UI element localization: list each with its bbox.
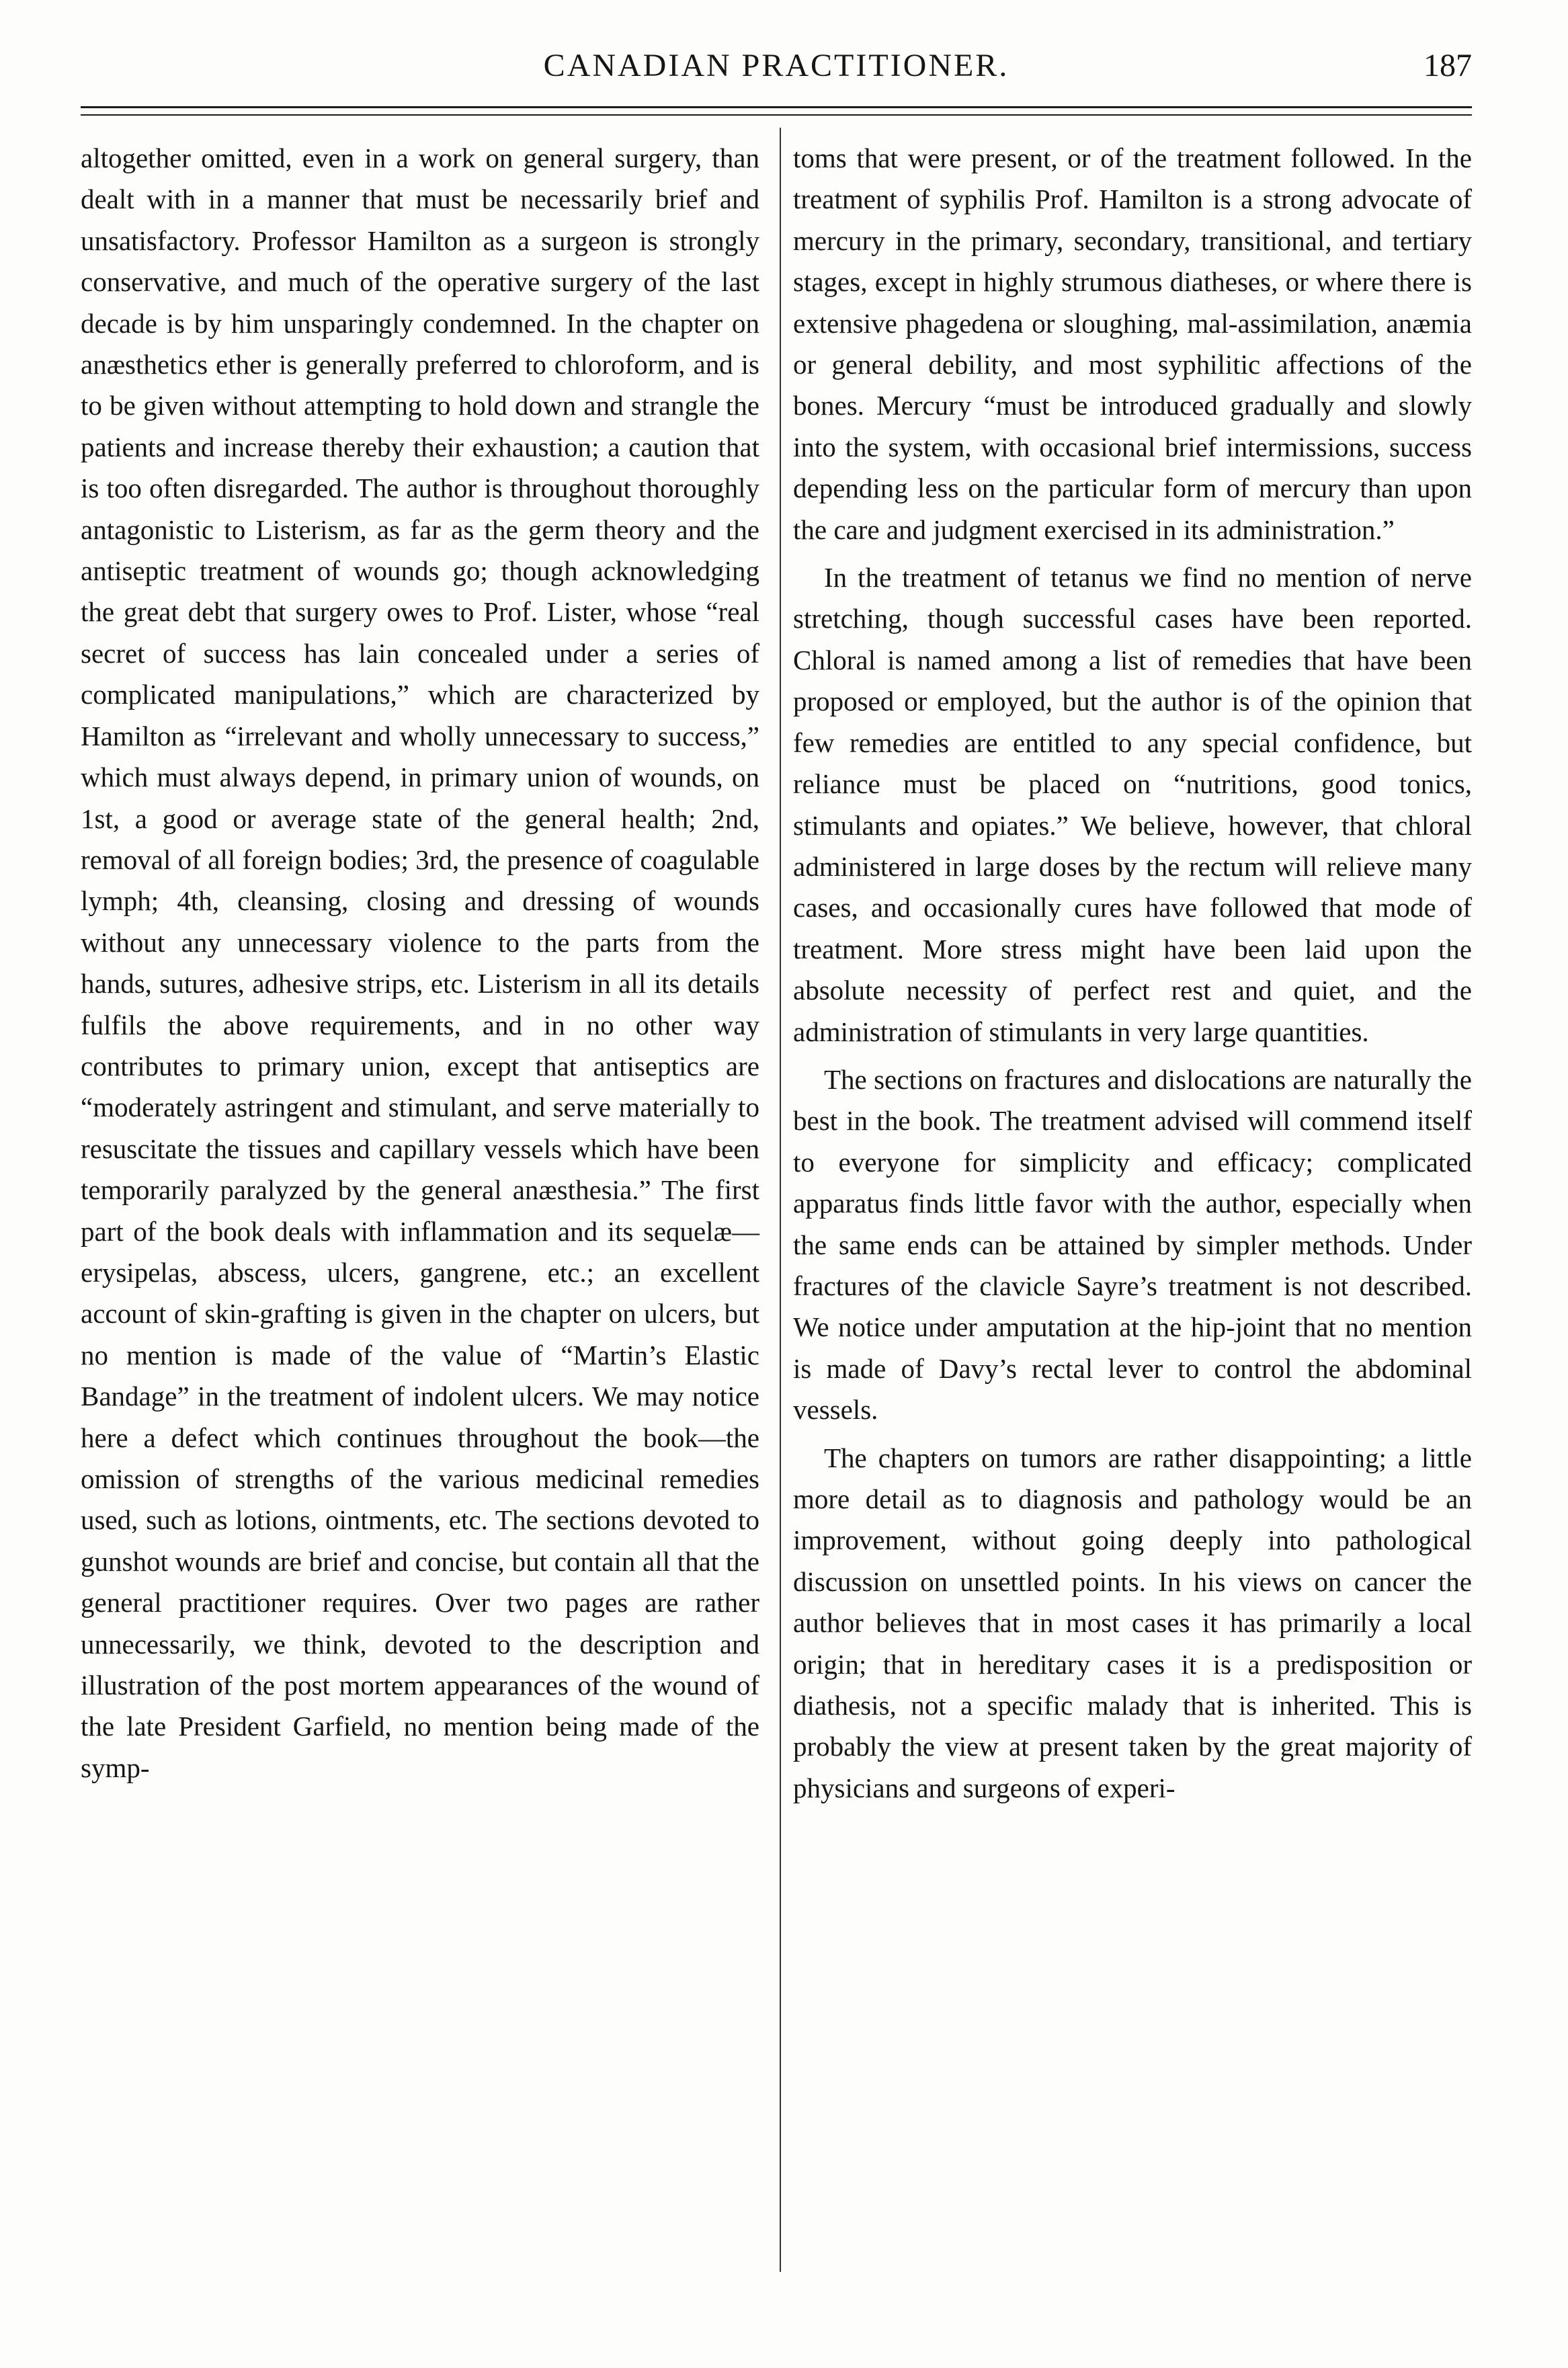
header-rule-bottom [81,114,1472,116]
page-header [81,47,1472,101]
right-paragraph-1: toms that were present, or of the treatment followed. In the treatment of syphilis Prof. Hamilton is a strong advocate of mercury in the primary, secondary, transitional, and tertiary stages, except in highly strumous diatheses, or where there is extensive phagedena or sloughing, mal-assimilation, anæmia or general debility, and most syphilitic affections of the bones. Mercury “must be introduced gradually and slowly into the system, with occasional brief intermissions, success depending less on the particular form of mercury than upon the care and judgment exercised in its administration.” [793,142,1472,545]
column-divider [780,128,781,2272]
right-paragraph-4: The chapters on tumors are rather disappointing; a little more detail as to diagnosis and pathology would be an improvement, without going deeply into pathological discussion on unsettled points. In his views on cancer the author believes that in most cases it has primarily a local origin; that in hereditary cases it is a predisposition or diathesis, not a specific malady that is inherited. This is probably the view at present taken by the great majority of physicians and surgeons of experi- [793,1442,1472,1803]
left-column [81,138,759,1789]
right-paragraph-2: In the treatment of tetanus we find no mention of nerve stretching, though successful cases have been reported. Chloral is named among a list of remedies that have been proposed or employed, but the author is of the opinion that few remedies are entitled to any special confidence, but reliance must be placed on “nutritions, good tonics, stimulants and opiates.” We believe, however, that chloral administered in large doses by the rectum will relieve many cases, and occasionally cures have followed that mode of treatment. More stress might have been laid upon the absolute necessity of perfect rest and quiet, and the administration of stimulants in very large quantities. [793,562,1472,1047]
header-rule-top [81,106,1472,108]
right-paragraph-3: The sections on fractures and dislocations are naturally the best in the book. The treatment advised will commend itself to everyone for simplicity and efficacy; complicated apparatus finds little favor with the author, especially when the same ends can be attained by simpler methods. Under fractures of the clavicle Sayre’s treatment is not described. We notice under amputation at the hip-joint that no mention is made of Davy’s rectal lever to control the abdominal vessels. [793,1063,1472,1426]
page-number: 187 [1423,48,1472,83]
right-column [793,138,1472,1809]
running-title: CANADIAN PRACTITIONER. [543,48,1009,83]
left-paragraph-1: altogether omitted, even in a work on general surgery, than dealt with in a manner that must be necessarily brief and unsatisfactory. Professor Hamilton as a surgeon is strongly conservative, and much of the operative surgery of the last decade is by him unsparingly condemned. In the chapter on anæsthetics ether is generally preferred to chloroform, and is to be given without attempting to hold down and strangle the patients and increase thereby their exhaustion; a caution that is too often disregarded. The author is throughout thoroughly antagonistic to Listerism, as far as the germ theory and the antiseptic treatment of wounds go; though acknowledging the great debt that surgery owes to Prof. Lister, whose “real secret of success has lain concealed under a series of complicated manipulations,” which are characterized by Hamilton as “irrelevant and wholly unnecessary to success,” which must always depend, in primary union of wounds, on 1st, a good or average state of the general health; 2nd, removal of all foreign bodies; 3rd, the presence of coagulable lymph; 4th, cleansing, closing and dressing of wounds without any unnecessary violence to the parts from the hands, sutures, adhesive strips, etc. Listerism in all its details fulfils the above requirements, and in no other way contributes to primary union, except that antiseptics are “moderately astringent and stimulant, and serve materially to resuscitate the tissues and capillary vessels which have been temporarily paralyzed by the general anæsthesia.” The first part of the book deals with inflammation and its sequelæ—erysipelas, abscess, ulcers, gangrene, etc.; an excellent account of skin-grafting is given in the chapter on ulcers, but no mention is made of the value of “Martin’s Elastic Bandage” in the treatment of indolent ulcers. We may notice here a defect which continues throughout the book—the omission of strengths of the various medicinal remedies used, such as lotions, ointments, etc. The sections devoted to gunshot wounds are brief and concise, but contain all that the general practitioner requires. Over two pages are rather unnecessarily, we think, devoted to the description and illustration of the post mortem appearances of the wound of the late President Garfield, no mention being made of the symp- [81,142,759,1783]
